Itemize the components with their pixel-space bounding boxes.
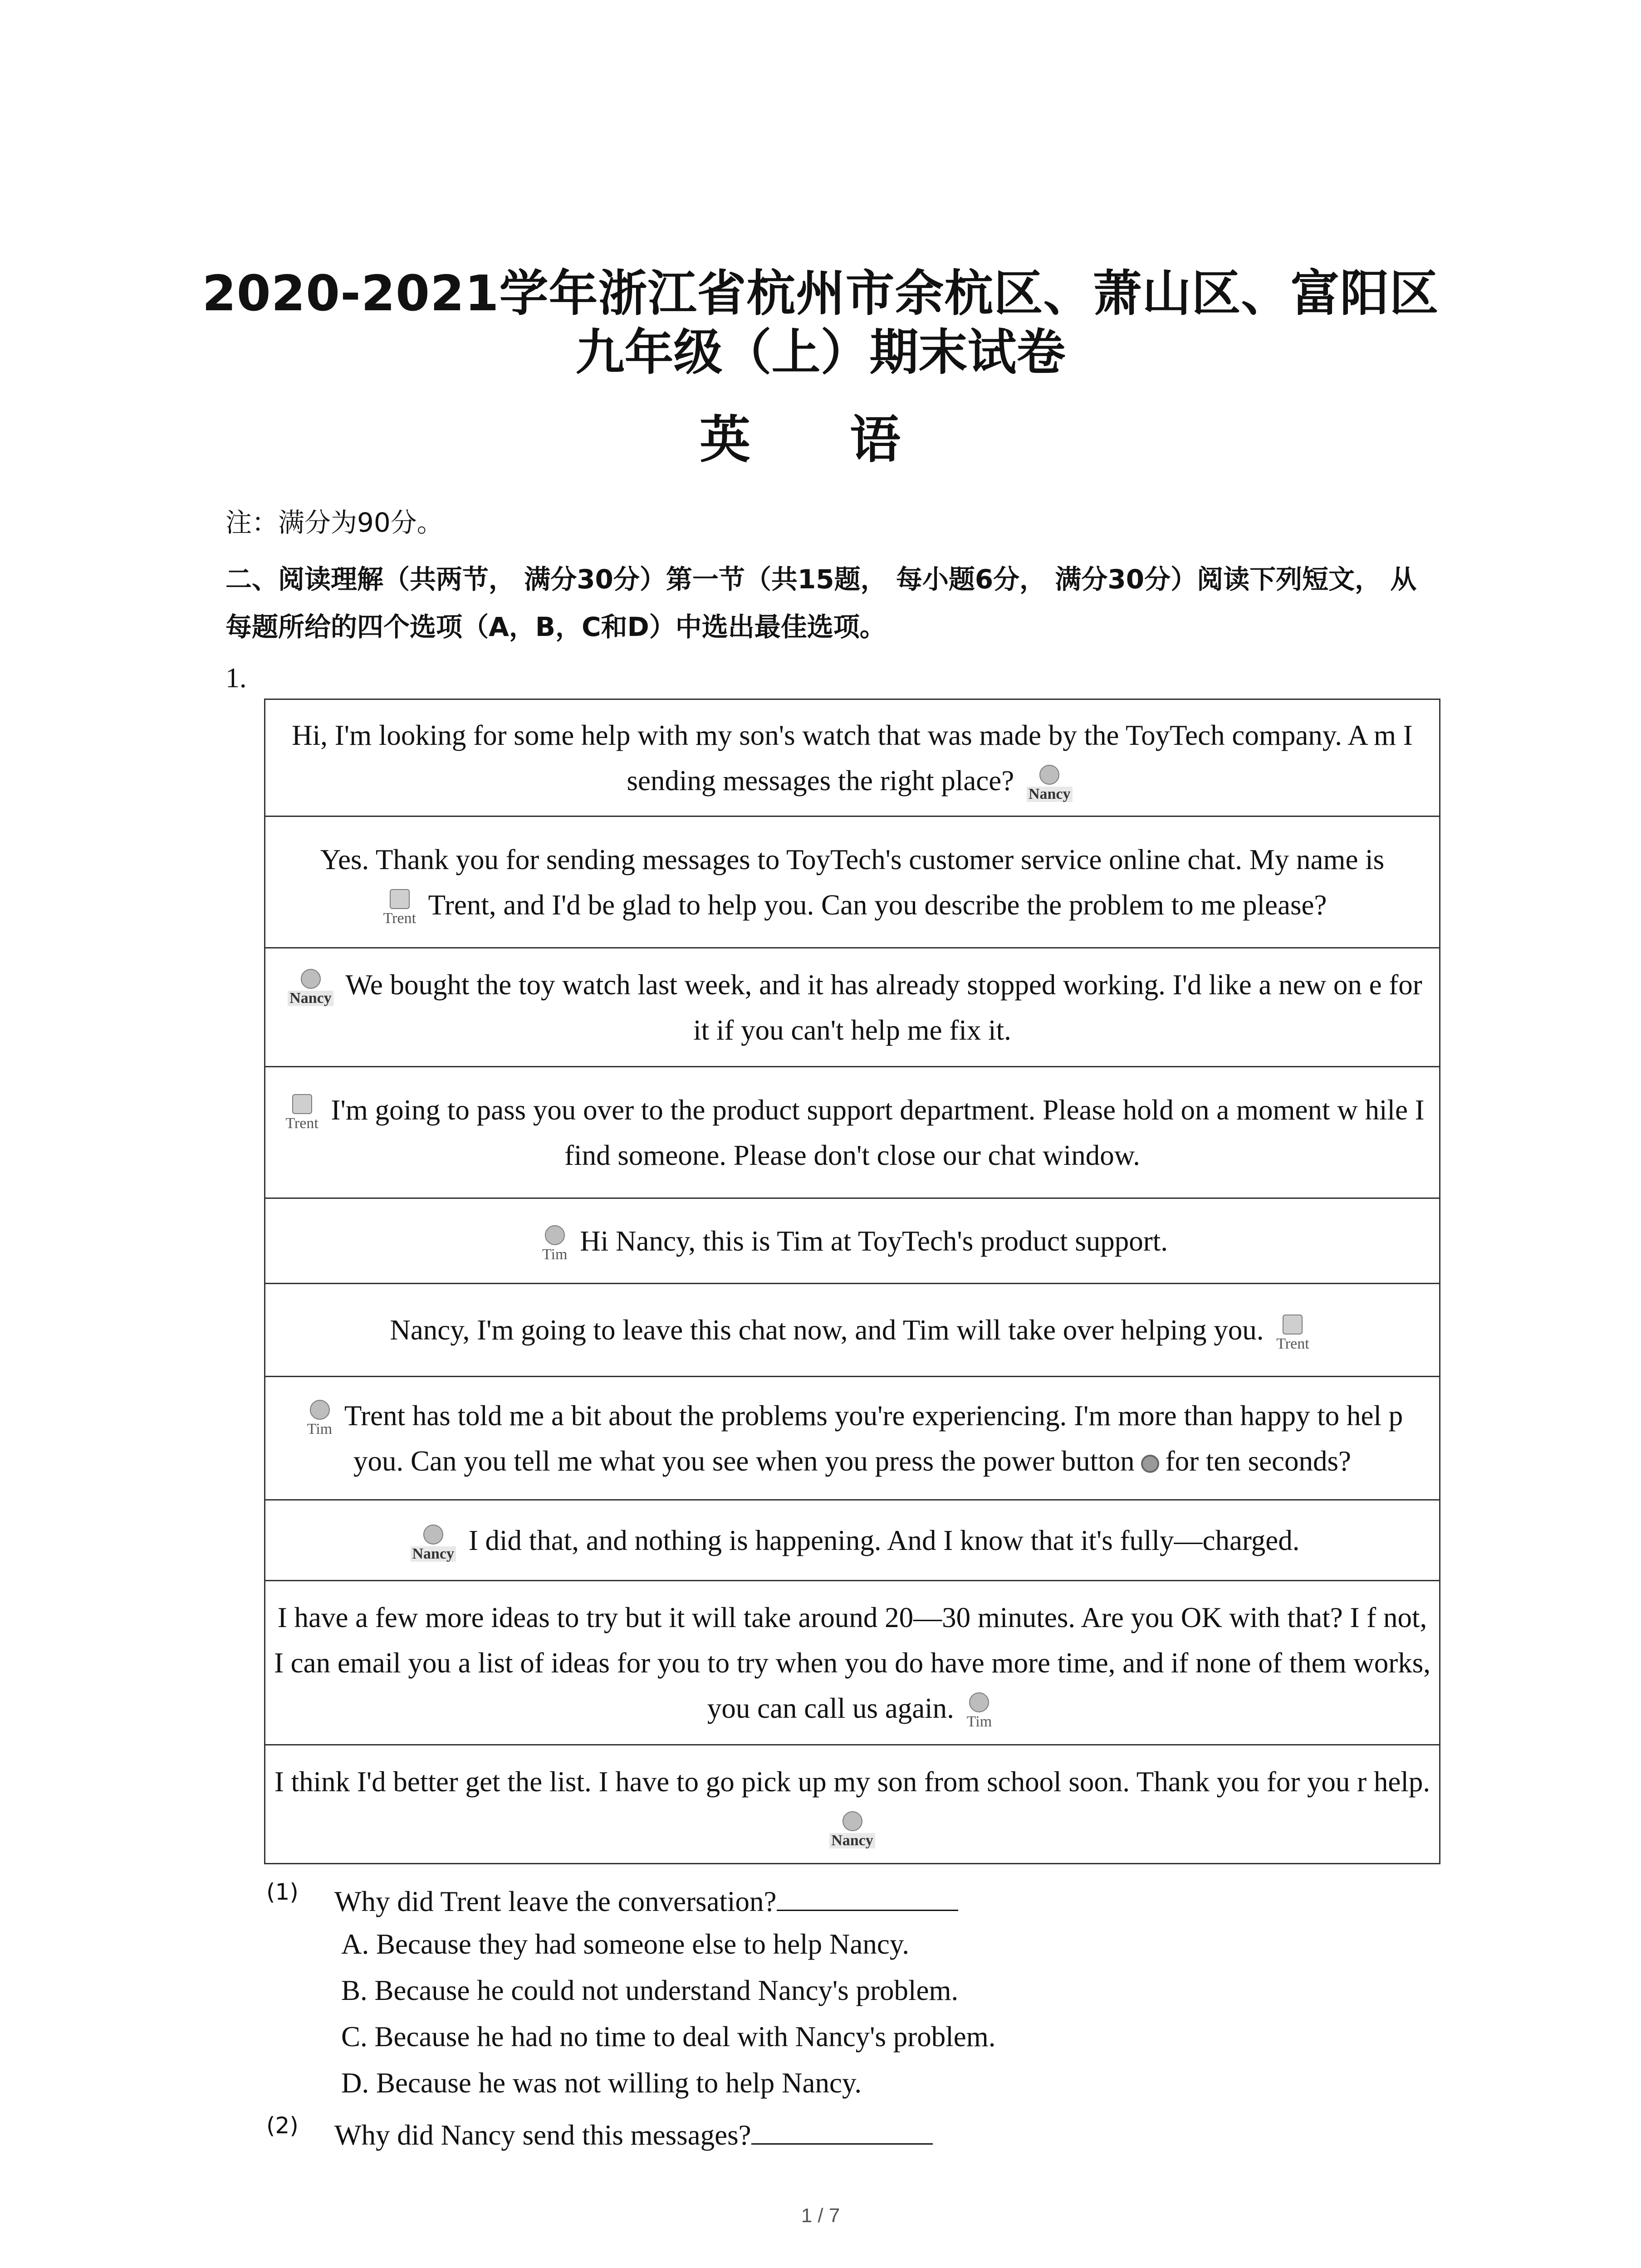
subject-title: 英 语 — [700, 411, 941, 469]
chat-message: I did that, and nothing is happening. And I know that it's fully—charged. — [468, 1524, 1300, 1556]
option-b[interactable]: B. Because he could not understand Nancy's problem. — [341, 1975, 959, 2006]
chat-row — [265, 1500, 1440, 1581]
option-d[interactable]: D. Because he was not willing to help Nancy. — [341, 2067, 862, 2099]
chat-row — [265, 816, 1440, 948]
chat-row — [265, 1745, 1440, 1864]
page-number: 1 / 7 — [801, 2204, 840, 2227]
question-number: (1) — [266, 1879, 299, 1905]
chat-message: I'm going to pass you over to the product support department. Please hold on a moment w hile I find someone. Please don't close our chat window. — [331, 1094, 1425, 1171]
nancy-avatar-icon: Nancy — [1027, 765, 1073, 802]
option-c[interactable]: C. Because he had no time to deal with Nancy's problem. — [341, 2021, 996, 2053]
chat-message-part: Trent has told me a bit about the problems you're experiencing. I'm more than happy to hel p you. Can you tell me what you see when you press the power button — [344, 1399, 1403, 1477]
question-text: Why did Trent leave the conversation? — [334, 1886, 777, 1917]
trent-avatar-icon: Trent — [285, 1094, 318, 1131]
chat-message-part: for ten seconds? — [1165, 1445, 1352, 1477]
chat-row — [265, 1067, 1440, 1198]
chat-message: We bought the toy watch last week, and it has already stopped working. I'd like a new on e for it if you can't help me fix it. — [345, 968, 1422, 1046]
chat-transcript-table — [264, 699, 1440, 1864]
trent-avatar-icon: Trent — [383, 889, 416, 926]
chat-message: Nancy, I'm going to leave this chat now, and Tim will take over helping you. — [390, 1314, 1264, 1346]
tim-avatar-icon: Tim — [542, 1225, 567, 1262]
power-button-icon — [1141, 1455, 1159, 1473]
tim-avatar-icon: Tim — [307, 1400, 332, 1437]
chat-message: I think I'd better get the list. I have to go pick up my son from school soon. Thank you for you r help. — [274, 1765, 1430, 1798]
chat-message: Hi, I'm looking for some help with my son's watch that was made by the ToyTech company. A m I sending messages the right place? — [292, 719, 1413, 797]
chat-row — [265, 699, 1440, 816]
chat-row — [265, 1284, 1440, 1377]
score-note: 注：满分为90分。 — [225, 507, 443, 538]
chat-message-part: Yes. Thank you for sending messages to ToyTech's customer service online chat. My name is — [320, 843, 1385, 875]
nancy-avatar-icon: Nancy — [411, 1525, 456, 1562]
question-number: 1. — [225, 663, 247, 694]
chat-row — [265, 1377, 1440, 1500]
answer-blank[interactable] — [751, 2116, 933, 2145]
chat-row — [265, 1198, 1440, 1284]
chat-message: Hi Nancy, this is Tim at ToyTech's product support. — [580, 1225, 1168, 1257]
nancy-avatar-icon: Nancy — [288, 969, 333, 1006]
chat-row — [265, 1581, 1440, 1745]
answer-blank[interactable] — [777, 1882, 958, 1911]
chat-message: I have a few more ideas to try but it will take around 20—30 minutes. Are you OK with that? I f not, I can email you a list of ideas for you to try when you do have more time, and if none of them works, you can call us again. — [274, 1601, 1431, 1724]
trent-avatar-icon: Trent — [1276, 1315, 1309, 1352]
tim-avatar-icon: Tim — [967, 1692, 992, 1730]
exam-title-line2: 九年级（上）期末试卷 — [575, 324, 1066, 381]
nancy-avatar-icon: Nancy — [829, 1811, 875, 1848]
option-a[interactable]: A. Because they had someone else to help Nancy. — [341, 1928, 910, 1960]
chat-message-part: Trent, and I'd be glad to help you. Can you describe the problem to me please? — [428, 889, 1327, 921]
section-instruction: 二、阅读理解（共两节， 满分30分）第一节（共15题， 每小题6分， 满分30分）阅读下列短文， 从每题所给的四个选项（A，B，C和D）中选出最佳选项。 — [225, 564, 1417, 642]
question-text: Why did Nancy send this messages? — [334, 2119, 751, 2151]
exam-title-line1: 2020-2021学年浙江省杭州市余杭区、萧山区、富阳区 — [202, 265, 1439, 322]
question-number: (2) — [266, 2112, 299, 2139]
chat-row — [265, 948, 1440, 1067]
